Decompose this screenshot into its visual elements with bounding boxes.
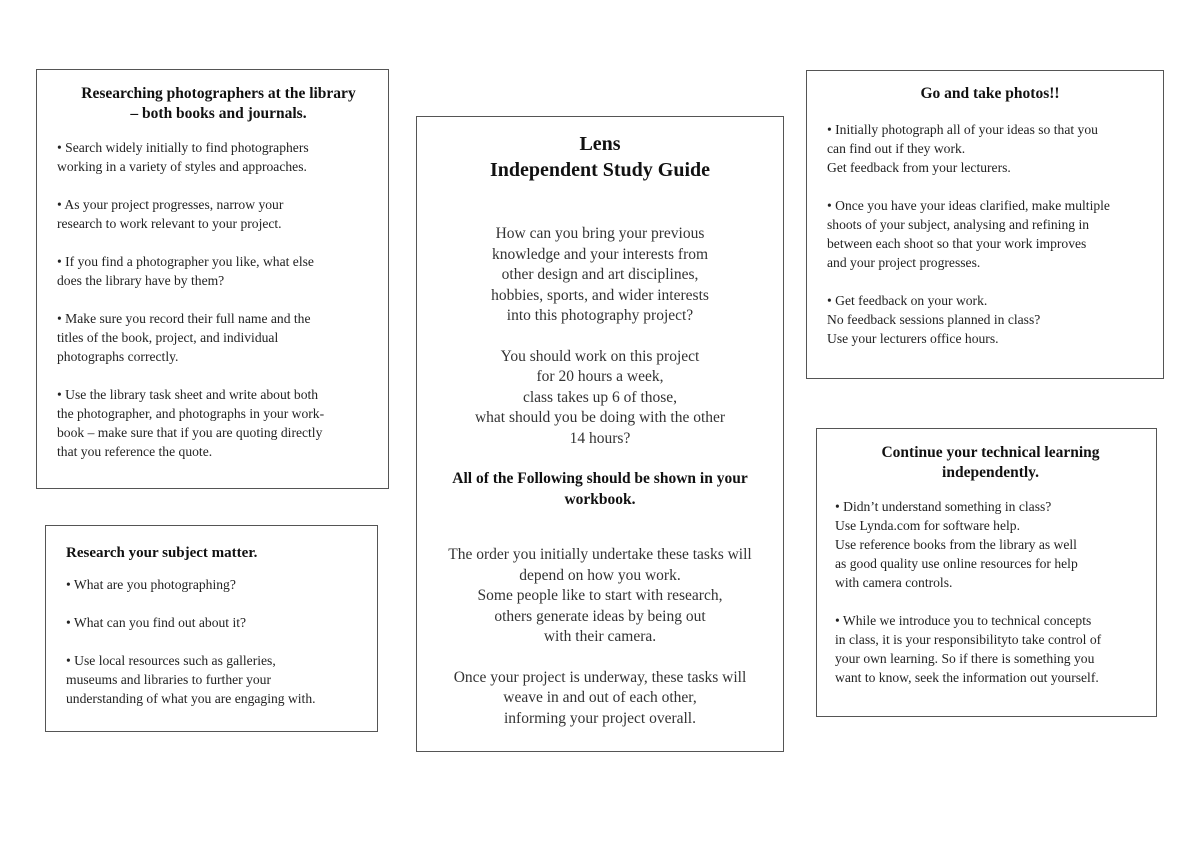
text-line: workbook. [564, 490, 636, 508]
bullet-line: • As your project progresses, narrow your [57, 197, 284, 212]
bullet-line: • What can you find out about it? [66, 615, 247, 630]
bullet-line: the photographer, and photographs in your work- [57, 406, 325, 421]
text-line: for 20 hours a week, [536, 368, 664, 385]
bullet-item [57, 385, 372, 461]
bullet-item [827, 291, 1153, 348]
text-line: The order you initially undertake these tasks will [448, 546, 752, 563]
tech-bullets [835, 497, 1146, 687]
library-bullets [57, 138, 372, 461]
bullet-item [66, 651, 365, 708]
text-line: knowledge and your interests from [491, 245, 709, 263]
bullet-line: research to work relevant to your project. [57, 216, 282, 231]
bullet-line: • While we introduce you to technical concepts [835, 613, 1092, 628]
bullet-line: • Get feedback on your work. [827, 293, 988, 308]
bullet-item [66, 575, 365, 594]
task-order-paragraph [425, 545, 775, 648]
bullet-line: • Use the library task sheet and write about both [57, 387, 319, 402]
bullet-line: • Didn’t understand something in class? [835, 499, 1052, 514]
bullet-item [57, 195, 372, 233]
bullet-line: • What are you photographing? [66, 577, 236, 592]
bullet-line: • If you find a photographer you like, what else [57, 254, 314, 269]
text-line: class takes up 6 of those, [522, 388, 678, 406]
text-line: 14 hours? [569, 429, 631, 447]
bullet-line: between each shoot so that your work improves [827, 236, 1087, 251]
text-line: into this photography project? [506, 307, 694, 324]
bullet-line: museums and libraries to further your [66, 672, 271, 687]
bullet-line: Use Lynda.com for software help. [835, 518, 1020, 533]
library-research-panel [36, 69, 389, 489]
bullet-line: • Search widely initially to find photographers [57, 140, 309, 155]
bullet-line: with camera controls. [835, 575, 953, 590]
workbook-note [425, 469, 775, 510]
text-line: with their camera. [543, 628, 657, 645]
text-line: You should work on this project [500, 347, 700, 365]
bullet-line: as good quality use online resources for help [835, 556, 1078, 571]
bullet-line: titles of the book, project, and individual [57, 330, 279, 345]
text-line: what should you be doing with the other [474, 409, 726, 426]
tech-panel-title: Continue your technical learning independently. [881, 444, 1100, 481]
bullet-line: want to know, seek the information out yourself. [835, 670, 1099, 685]
text-line: Once your project is underway, these tasks will [453, 668, 747, 686]
underway-paragraph [425, 668, 775, 730]
bullet-line: Use your lecturers office hours. [827, 331, 999, 346]
bullet-item [57, 138, 372, 176]
text-line: How can you bring your previous [495, 225, 705, 242]
text-line: weave in and out of each other, [503, 689, 697, 706]
text-line: others generate ideas by being out [494, 607, 706, 625]
subject-bullets [66, 575, 365, 708]
text-line: depend on how you work. [519, 566, 681, 584]
bullet-line: shoots of your subject, analysing and refining in [827, 217, 1090, 232]
take-photos-panel [806, 70, 1164, 379]
bullet-line: can find out if they work. [827, 141, 966, 156]
bullet-line: in class, it is your responsibilityto take control of [835, 632, 1102, 647]
bullet-line: • Make sure you record their full name and the [57, 311, 311, 326]
text-line: All of the Following should be shown in your [452, 470, 748, 487]
bullet-line: • Use local resources such as galleries, [66, 653, 276, 668]
bullet-line: that you reference the quote. [57, 444, 213, 459]
text-line: Some people like to start with research, [477, 587, 723, 604]
intro-question [425, 224, 775, 327]
bullet-line: Get feedback from your lecturers. [827, 160, 1011, 175]
bullet-item [835, 497, 1146, 592]
photos-panel-title: Go and take photos!! [920, 85, 1060, 102]
bullet-line: book – make sure that if you are quoting directly [57, 425, 323, 440]
bullet-line: photographs correctly. [57, 349, 179, 364]
hours-paragraph [425, 347, 775, 450]
study-guide-panel [416, 116, 784, 752]
study-guide-title: Lens Independent Study Guide [489, 133, 711, 181]
bullet-line: No feedback sessions planned in class? [827, 312, 1041, 327]
bullet-item [57, 309, 372, 366]
text-line: hobbies, sports, and wider interests [491, 286, 709, 304]
text-line: informing your project overall. [504, 709, 696, 727]
bullet-line: Use reference books from the library as well [835, 537, 1077, 552]
text-line: other design and art disciplines, [501, 266, 699, 283]
bullet-item [57, 252, 372, 290]
bullet-item [827, 196, 1153, 272]
bullet-line: working in a variety of styles and approaches. [57, 159, 307, 174]
photos-bullets [827, 120, 1153, 348]
bullet-line: understanding of what you are engaging with. [66, 691, 316, 706]
bullet-item [66, 613, 365, 632]
bullet-line: • Initially photograph all of your ideas so that you [827, 122, 1098, 137]
bullet-line: does the library have by them? [57, 273, 225, 288]
bullet-line: • Once you have your ideas clarified, make multiple [827, 198, 1110, 213]
subject-panel-title: Research your subject matter. [66, 545, 258, 561]
bullet-item [827, 120, 1153, 177]
bullet-item [835, 611, 1146, 687]
library-panel-title: Researching photographers at the library – both books and journals. [81, 85, 356, 122]
subject-research-panel [45, 525, 378, 732]
bullet-line: and your project progresses. [827, 255, 981, 270]
bullet-line: your own learning. So if there is something you [835, 651, 1095, 666]
technical-learning-panel [816, 428, 1157, 717]
